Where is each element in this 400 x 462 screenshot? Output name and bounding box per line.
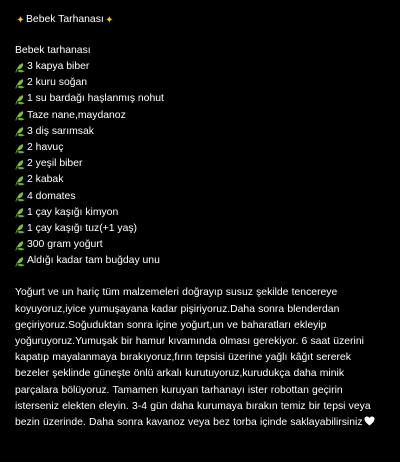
ingredient-label: 2 kabak (27, 174, 64, 186)
ingredient-label: 1 çay kaşığı tuz(+1 yaş) (27, 222, 138, 234)
ingredient-label: 2 yeşil biber (27, 158, 83, 170)
sparkles-icon: ✦ (105, 14, 114, 26)
ingredient-item (15, 189, 388, 205)
ingredient-item (15, 75, 388, 91)
ingredient-item (15, 140, 388, 156)
herb-leaf-icon (15, 159, 26, 170)
herb-leaf-icon (15, 126, 26, 137)
herb-leaf-icon (15, 62, 26, 73)
ingredient-label: 300 gram yoğurt (27, 239, 103, 251)
ingredient-list (15, 59, 388, 269)
ingredient-label: Taze nane,maydanoz (27, 109, 126, 121)
herb-leaf-icon (15, 240, 26, 251)
ingredient-label: Aldığı kadar tam buğday unu (27, 255, 160, 267)
ingredient-label: 2 kuru soğan (27, 77, 88, 89)
herb-leaf-icon (15, 78, 26, 89)
herb-leaf-icon (15, 223, 26, 234)
herb-leaf-icon (15, 256, 26, 267)
herb-leaf-icon (15, 94, 26, 105)
instructions-text: Yoğurt ve un hariç tüm malzemeleri doğrayıp susuz şekilde tencereye koyuyoruz,iyice yumuşayana kadar pişiriyoruz.Daha sonra blenderdan geçiriyoruz.Soğuduktan sonra içine yoğurt,un ve baharatları ekleyip yoğuruyoruz.Yumuşak bir hamur kıvamında olması gerekiyor. 6 saat üzerini kapatıp mayalanmaya bırakıyoruz,fırın tepsisi üzerine yağlı kâğıt sererek bezeler şeklinde güneşte önlü arkalı kurutuyoruz,kurudukça daha minik parçalara bölüyoruz. Tamamen kuruyan tarhanayı ister robottan geçirin isterseniz elekten eleyin. 3-4 gün daha kurumaya bırakın temiz bir tepsi veya bezin üzerinde. Daha sonra kavanoz veya bez torba içinde saklayabilirsiniz (15, 287, 371, 429)
ingredient-item (15, 59, 388, 75)
ingredient-item (15, 124, 388, 140)
post-title-line (15, 12, 388, 29)
herb-leaf-icon (15, 191, 26, 202)
ingredient-item (15, 237, 388, 253)
ingredient-label: 4 domates (27, 190, 76, 202)
recipe-instructions (15, 285, 387, 431)
sparkles-icon: ✦ (16, 14, 25, 26)
herb-leaf-icon (15, 207, 26, 218)
herb-leaf-icon (15, 110, 26, 121)
ingredient-item (15, 172, 388, 188)
ingredient-label: 1 çay kaşığı kimyon (27, 206, 119, 218)
ingredient-item (15, 91, 388, 107)
ingredient-item (15, 221, 388, 237)
ingredient-label: 2 havuç (27, 141, 64, 153)
ingredient-item (15, 156, 388, 172)
ingredient-label: 3 diş sarımsak (27, 125, 94, 137)
white-heart-icon (364, 416, 375, 426)
ingredient-item (15, 205, 388, 221)
ingredient-label: 3 kapya biber (27, 61, 90, 72)
ingredient-item (15, 253, 388, 269)
ingredient-item (15, 108, 388, 124)
ingredient-label: 1 su bardağı haşlanmış nohut (27, 93, 164, 105)
herb-leaf-icon (15, 143, 26, 154)
recipe-subtitle: Bebek tarhanası (15, 45, 91, 56)
herb-leaf-icon (15, 175, 26, 186)
post-title: Bebek Tarhanası (26, 14, 104, 26)
